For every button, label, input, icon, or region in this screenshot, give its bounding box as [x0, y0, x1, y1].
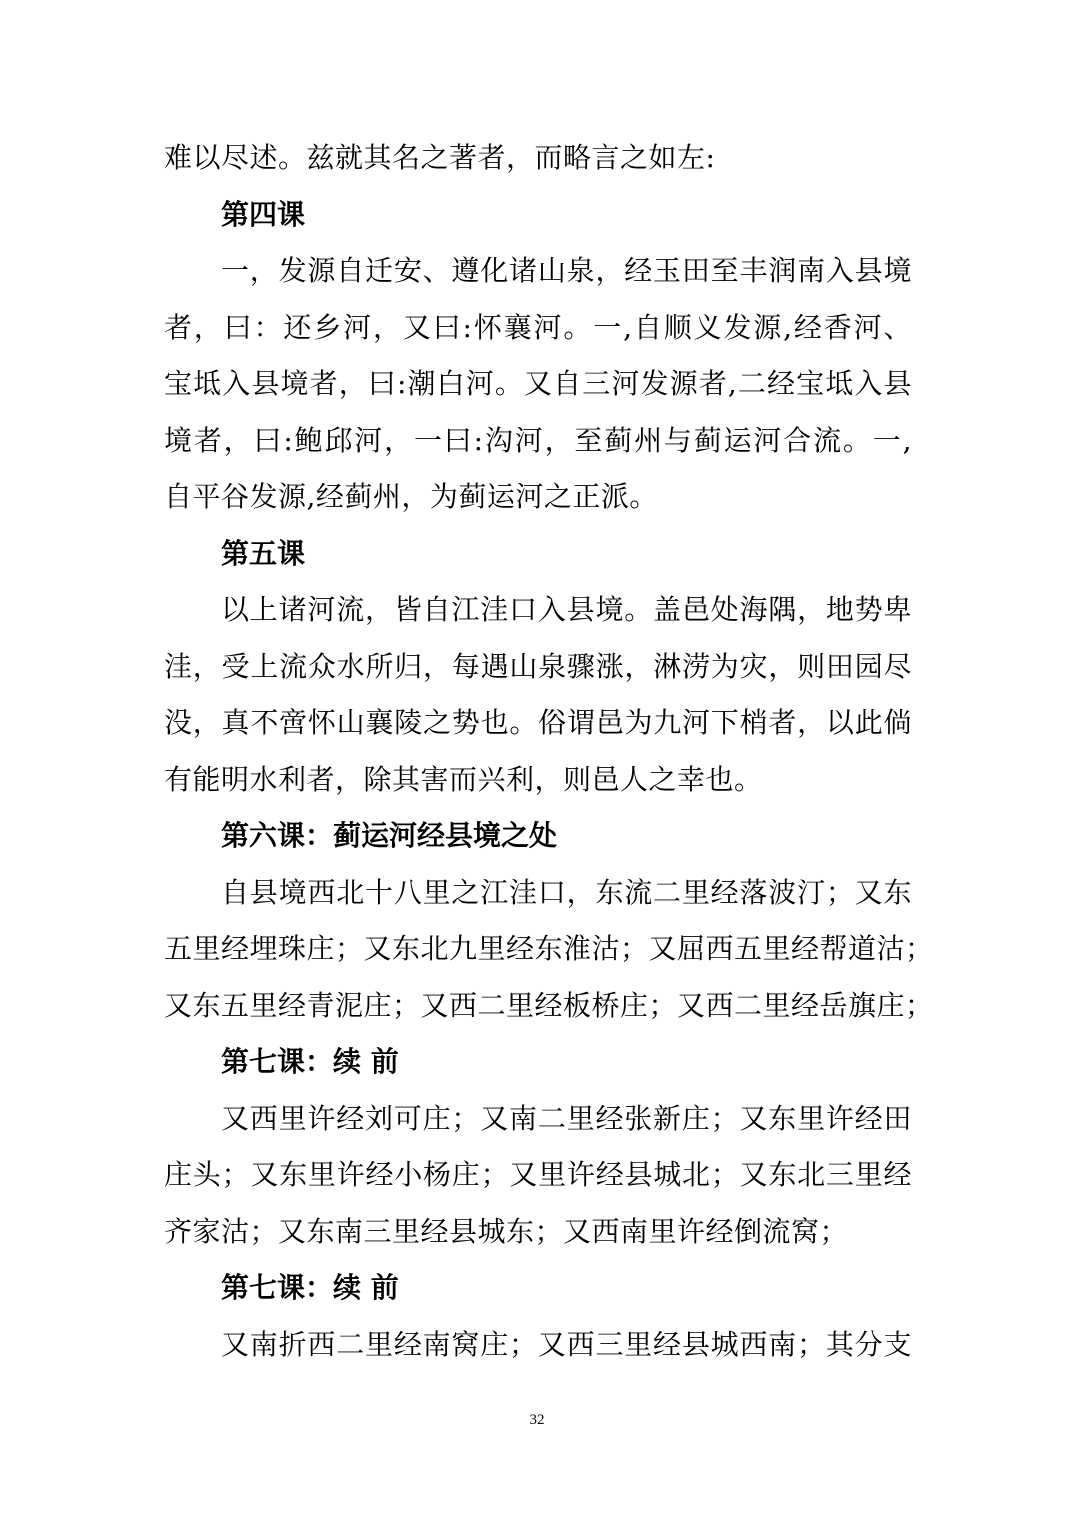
text-line: 难以尽述。兹就其名之著者，而略言之如左:	[164, 141, 716, 174]
text-line: 以上诸河流，皆自江洼口入县境。盖邑处海隅，地势卑	[221, 593, 912, 626]
text-line: 有能明水利者，除其害而兴利，则邑人之幸也。	[164, 762, 763, 796]
text-line: 又西里许经刘可庄；又南二里经张新庄；又东里许经田	[221, 1101, 912, 1135]
text-line: 没，真不啻怀山襄陵之势也。俗谓邑为九河下梢者，以此倘	[164, 706, 912, 739]
text-line: 者，曰：还乡河，又曰:怀襄河。一,自顺义发源,经香河、	[164, 310, 912, 344]
lesson-heading: 第七课：续 前	[221, 1271, 399, 1304]
text-line: 一，发源自迁安、遵化诸山泉，经玉田至丰润南入县境	[221, 254, 912, 287]
lesson-heading: 第七课：续 前	[221, 1045, 399, 1078]
text-line: 五里经埋珠庄；又东北九里经东淮沽；又屈西五里经帮道沽；	[164, 932, 934, 965]
text-line: 洼，受上流众水所归，每遇山泉骤涨，淋涝为灾，则田园尽	[164, 649, 912, 683]
lesson-heading: 第五课	[221, 536, 306, 570]
text-line: 自县境西北十八里之江洼口，东流二里经落波汀；又东	[221, 875, 912, 909]
text-line: 境者，曰:鲍邱河，一曰:沟河，至蓟州与蓟运河合流。一,	[164, 423, 912, 457]
text-line: 宝坻入县境者，曰:潮白河。又自三河发源者,二经宝坻入县	[164, 367, 912, 400]
document-body	[164, 130, 934, 1373]
text-line: 又东五里经青泥庄；又西二里经板桥庄；又西二里经岳旗庄；	[164, 988, 934, 1022]
text-line: 齐家沽；又东南三里经县城东；又西南里许经倒流窝；	[164, 1214, 849, 1248]
text-line: 又南折西二里经南窝庄；又西三里经县城西南；其分支	[221, 1327, 912, 1361]
page-number: 32	[529, 1412, 545, 1428]
text-line: 自平谷发源,经蓟州，为蓟运河之正派。	[164, 480, 658, 513]
lesson-heading: 第六课：蓟运河经县境之处	[221, 819, 558, 852]
text-line: 庄头；又东里许经小杨庄；又里许经县城北；又东北三里经	[164, 1158, 912, 1191]
lesson-heading: 第四课	[221, 197, 306, 231]
